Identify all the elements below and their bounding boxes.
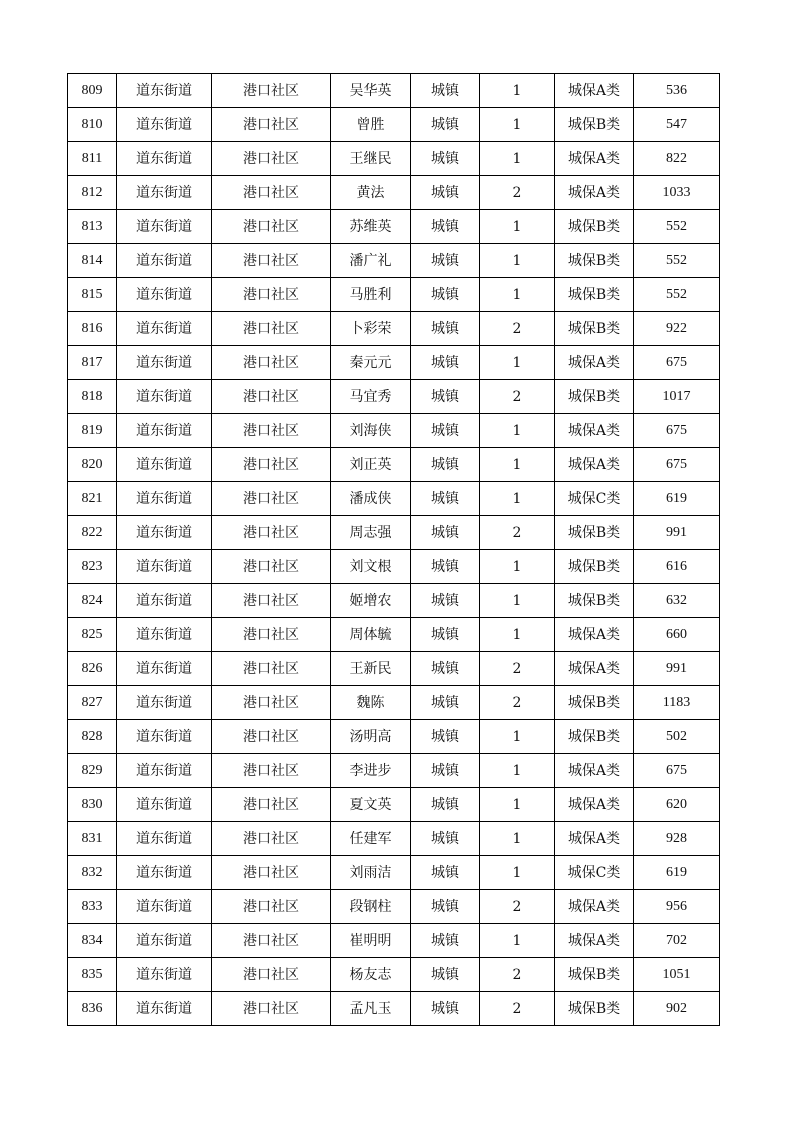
street-cell: 道东街道 xyxy=(117,380,212,414)
person-name-cell: 姬增农 xyxy=(331,584,411,618)
street-cell: 道东街道 xyxy=(117,618,212,652)
person-name-cell: 夏文英 xyxy=(331,788,411,822)
row-number-cell: 819 xyxy=(68,414,117,448)
insurance-category-cell: 城保B类 xyxy=(555,210,634,244)
insurance-category-cell: 城保A类 xyxy=(555,924,634,958)
person-name-cell: 崔明明 xyxy=(331,924,411,958)
area-type-cell: 城镇 xyxy=(411,822,480,856)
community-cell: 港口社区 xyxy=(212,686,331,720)
community-cell: 港口社区 xyxy=(212,108,331,142)
household-count-cell: 1 xyxy=(480,210,555,244)
community-cell: 港口社区 xyxy=(212,142,331,176)
person-name-cell: 吴华英 xyxy=(331,74,411,108)
household-count-cell: 1 xyxy=(480,618,555,652)
household-count-cell: 2 xyxy=(480,890,555,924)
person-name-cell: 段钢柱 xyxy=(331,890,411,924)
person-name-cell: 曾胜 xyxy=(331,108,411,142)
street-cell: 道东街道 xyxy=(117,584,212,618)
community-cell: 港口社区 xyxy=(212,346,331,380)
area-type-cell: 城镇 xyxy=(411,924,480,958)
street-cell: 道东街道 xyxy=(117,244,212,278)
person-name-cell: 刘海侠 xyxy=(331,414,411,448)
row-number-cell: 825 xyxy=(68,618,117,652)
insurance-category-cell: 城保A类 xyxy=(555,414,634,448)
household-count-cell: 2 xyxy=(480,312,555,346)
table-row xyxy=(68,414,720,448)
amount-cell: 1183 xyxy=(634,686,720,720)
household-count-cell: 1 xyxy=(480,754,555,788)
row-number-cell: 827 xyxy=(68,686,117,720)
community-cell: 港口社区 xyxy=(212,924,331,958)
area-type-cell: 城镇 xyxy=(411,414,480,448)
person-name-cell: 苏维英 xyxy=(331,210,411,244)
street-cell: 道东街道 xyxy=(117,992,212,1026)
household-count-cell: 2 xyxy=(480,516,555,550)
community-cell: 港口社区 xyxy=(212,584,331,618)
roster-table-body xyxy=(68,74,720,1026)
table-row xyxy=(68,788,720,822)
table-row xyxy=(68,312,720,346)
table-row xyxy=(68,958,720,992)
person-name-cell: 黄法 xyxy=(331,176,411,210)
amount-cell: 502 xyxy=(634,720,720,754)
table-row xyxy=(68,108,720,142)
amount-cell: 991 xyxy=(634,652,720,686)
person-name-cell: 马宜秀 xyxy=(331,380,411,414)
community-cell: 港口社区 xyxy=(212,822,331,856)
household-count-cell: 1 xyxy=(480,74,555,108)
table-row xyxy=(68,550,720,584)
street-cell: 道东街道 xyxy=(117,822,212,856)
street-cell: 道东街道 xyxy=(117,448,212,482)
household-count-cell: 2 xyxy=(480,958,555,992)
street-cell: 道东街道 xyxy=(117,108,212,142)
table-row xyxy=(68,890,720,924)
area-type-cell: 城镇 xyxy=(411,210,480,244)
household-count-cell: 2 xyxy=(480,176,555,210)
area-type-cell: 城镇 xyxy=(411,856,480,890)
row-number-cell: 815 xyxy=(68,278,117,312)
row-number-cell: 812 xyxy=(68,176,117,210)
table-row xyxy=(68,380,720,414)
amount-cell: 552 xyxy=(634,210,720,244)
area-type-cell: 城镇 xyxy=(411,380,480,414)
area-type-cell: 城镇 xyxy=(411,958,480,992)
table-row xyxy=(68,652,720,686)
insurance-category-cell: 城保A类 xyxy=(555,754,634,788)
household-count-cell: 1 xyxy=(480,278,555,312)
table-row xyxy=(68,856,720,890)
row-number-cell: 822 xyxy=(68,516,117,550)
community-cell: 港口社区 xyxy=(212,550,331,584)
insurance-category-cell: 城保A类 xyxy=(555,346,634,380)
row-number-cell: 821 xyxy=(68,482,117,516)
row-number-cell: 816 xyxy=(68,312,117,346)
street-cell: 道东街道 xyxy=(117,720,212,754)
row-number-cell: 828 xyxy=(68,720,117,754)
insurance-category-cell: 城保B类 xyxy=(555,516,634,550)
amount-cell: 702 xyxy=(634,924,720,958)
household-count-cell: 1 xyxy=(480,448,555,482)
person-name-cell: 魏陈 xyxy=(331,686,411,720)
insurance-category-cell: 城保A类 xyxy=(555,448,634,482)
table-row xyxy=(68,176,720,210)
row-number-cell: 811 xyxy=(68,142,117,176)
person-name-cell: 秦元元 xyxy=(331,346,411,380)
person-name-cell: 汤明高 xyxy=(331,720,411,754)
amount-cell: 552 xyxy=(634,244,720,278)
amount-cell: 619 xyxy=(634,482,720,516)
area-type-cell: 城镇 xyxy=(411,618,480,652)
street-cell: 道东街道 xyxy=(117,176,212,210)
insurance-category-cell: 城保A类 xyxy=(555,890,634,924)
person-name-cell: 刘雨洁 xyxy=(331,856,411,890)
amount-cell: 620 xyxy=(634,788,720,822)
household-count-cell: 1 xyxy=(480,142,555,176)
person-name-cell: 刘正英 xyxy=(331,448,411,482)
row-number-cell: 814 xyxy=(68,244,117,278)
street-cell: 道东街道 xyxy=(117,924,212,958)
street-cell: 道东街道 xyxy=(117,346,212,380)
area-type-cell: 城镇 xyxy=(411,482,480,516)
area-type-cell: 城镇 xyxy=(411,584,480,618)
row-number-cell: 818 xyxy=(68,380,117,414)
area-type-cell: 城镇 xyxy=(411,754,480,788)
insurance-category-cell: 城保C类 xyxy=(555,856,634,890)
table-row xyxy=(68,584,720,618)
amount-cell: 822 xyxy=(634,142,720,176)
street-cell: 道东街道 xyxy=(117,958,212,992)
area-type-cell: 城镇 xyxy=(411,108,480,142)
row-number-cell: 836 xyxy=(68,992,117,1026)
table-row xyxy=(68,278,720,312)
row-number-cell: 834 xyxy=(68,924,117,958)
insurance-category-cell: 城保A类 xyxy=(555,788,634,822)
insurance-category-cell: 城保B类 xyxy=(555,584,634,618)
table-row xyxy=(68,822,720,856)
community-cell: 港口社区 xyxy=(212,278,331,312)
person-name-cell: 李进步 xyxy=(331,754,411,788)
person-name-cell: 王新民 xyxy=(331,652,411,686)
community-cell: 港口社区 xyxy=(212,958,331,992)
community-cell: 港口社区 xyxy=(212,244,331,278)
table-row xyxy=(68,618,720,652)
street-cell: 道东街道 xyxy=(117,890,212,924)
household-count-cell: 1 xyxy=(480,482,555,516)
amount-cell: 928 xyxy=(634,822,720,856)
row-number-cell: 830 xyxy=(68,788,117,822)
person-name-cell: 周体毓 xyxy=(331,618,411,652)
person-name-cell: 王继民 xyxy=(331,142,411,176)
table-row xyxy=(68,210,720,244)
table-row xyxy=(68,686,720,720)
table-row xyxy=(68,720,720,754)
table-row xyxy=(68,516,720,550)
insurance-category-cell: 城保B类 xyxy=(555,720,634,754)
table-row xyxy=(68,244,720,278)
street-cell: 道东街道 xyxy=(117,686,212,720)
insurance-category-cell: 城保B类 xyxy=(555,380,634,414)
area-type-cell: 城镇 xyxy=(411,142,480,176)
person-name-cell: 马胜利 xyxy=(331,278,411,312)
community-cell: 港口社区 xyxy=(212,380,331,414)
person-name-cell: 孟凡玉 xyxy=(331,992,411,1026)
amount-cell: 991 xyxy=(634,516,720,550)
row-number-cell: 820 xyxy=(68,448,117,482)
household-count-cell: 1 xyxy=(480,244,555,278)
insurance-category-cell: 城保B类 xyxy=(555,686,634,720)
community-cell: 港口社区 xyxy=(212,448,331,482)
amount-cell: 632 xyxy=(634,584,720,618)
area-type-cell: 城镇 xyxy=(411,788,480,822)
community-cell: 港口社区 xyxy=(212,176,331,210)
roster-table xyxy=(67,73,720,1026)
street-cell: 道东街道 xyxy=(117,550,212,584)
row-number-cell: 813 xyxy=(68,210,117,244)
area-type-cell: 城镇 xyxy=(411,176,480,210)
person-name-cell: 潘成侠 xyxy=(331,482,411,516)
person-name-cell: 任建军 xyxy=(331,822,411,856)
table-row xyxy=(68,924,720,958)
area-type-cell: 城镇 xyxy=(411,74,480,108)
area-type-cell: 城镇 xyxy=(411,652,480,686)
household-count-cell: 2 xyxy=(480,992,555,1026)
amount-cell: 1017 xyxy=(634,380,720,414)
insurance-category-cell: 城保A类 xyxy=(555,176,634,210)
amount-cell: 619 xyxy=(634,856,720,890)
amount-cell: 536 xyxy=(634,74,720,108)
table-row xyxy=(68,992,720,1026)
street-cell: 道东街道 xyxy=(117,312,212,346)
amount-cell: 675 xyxy=(634,448,720,482)
insurance-category-cell: 城保A类 xyxy=(555,618,634,652)
household-count-cell: 1 xyxy=(480,788,555,822)
person-name-cell: 杨友志 xyxy=(331,958,411,992)
row-number-cell: 823 xyxy=(68,550,117,584)
insurance-category-cell: 城保A类 xyxy=(555,74,634,108)
community-cell: 港口社区 xyxy=(212,516,331,550)
area-type-cell: 城镇 xyxy=(411,244,480,278)
table-row xyxy=(68,74,720,108)
household-count-cell: 1 xyxy=(480,108,555,142)
household-count-cell: 2 xyxy=(480,380,555,414)
person-name-cell: 卜彩荣 xyxy=(331,312,411,346)
amount-cell: 1051 xyxy=(634,958,720,992)
amount-cell: 675 xyxy=(634,346,720,380)
amount-cell: 922 xyxy=(634,312,720,346)
table-row xyxy=(68,754,720,788)
area-type-cell: 城镇 xyxy=(411,278,480,312)
insurance-category-cell: 城保B类 xyxy=(555,312,634,346)
insurance-category-cell: 城保B类 xyxy=(555,958,634,992)
community-cell: 港口社区 xyxy=(212,652,331,686)
community-cell: 港口社区 xyxy=(212,856,331,890)
amount-cell: 675 xyxy=(634,414,720,448)
household-count-cell: 1 xyxy=(480,584,555,618)
amount-cell: 616 xyxy=(634,550,720,584)
area-type-cell: 城镇 xyxy=(411,346,480,380)
amount-cell: 956 xyxy=(634,890,720,924)
insurance-category-cell: 城保A类 xyxy=(555,142,634,176)
community-cell: 港口社区 xyxy=(212,74,331,108)
household-count-cell: 1 xyxy=(480,346,555,380)
street-cell: 道东街道 xyxy=(117,210,212,244)
insurance-category-cell: 城保B类 xyxy=(555,992,634,1026)
household-count-cell: 1 xyxy=(480,856,555,890)
area-type-cell: 城镇 xyxy=(411,312,480,346)
row-number-cell: 824 xyxy=(68,584,117,618)
amount-cell: 660 xyxy=(634,618,720,652)
street-cell: 道东街道 xyxy=(117,482,212,516)
community-cell: 港口社区 xyxy=(212,312,331,346)
insurance-category-cell: 城保B类 xyxy=(555,550,634,584)
amount-cell: 552 xyxy=(634,278,720,312)
community-cell: 港口社区 xyxy=(212,414,331,448)
area-type-cell: 城镇 xyxy=(411,550,480,584)
household-count-cell: 1 xyxy=(480,822,555,856)
person-name-cell: 刘文根 xyxy=(331,550,411,584)
insurance-category-cell: 城保C类 xyxy=(555,482,634,516)
street-cell: 道东街道 xyxy=(117,74,212,108)
row-number-cell: 833 xyxy=(68,890,117,924)
row-number-cell: 835 xyxy=(68,958,117,992)
row-number-cell: 829 xyxy=(68,754,117,788)
street-cell: 道东街道 xyxy=(117,516,212,550)
street-cell: 道东街道 xyxy=(117,856,212,890)
amount-cell: 902 xyxy=(634,992,720,1026)
community-cell: 港口社区 xyxy=(212,992,331,1026)
amount-cell: 675 xyxy=(634,754,720,788)
street-cell: 道东街道 xyxy=(117,754,212,788)
person-name-cell: 潘广礼 xyxy=(331,244,411,278)
area-type-cell: 城镇 xyxy=(411,516,480,550)
street-cell: 道东街道 xyxy=(117,414,212,448)
area-type-cell: 城镇 xyxy=(411,720,480,754)
area-type-cell: 城镇 xyxy=(411,448,480,482)
street-cell: 道东街道 xyxy=(117,788,212,822)
insurance-category-cell: 城保B类 xyxy=(555,244,634,278)
street-cell: 道东街道 xyxy=(117,652,212,686)
community-cell: 港口社区 xyxy=(212,720,331,754)
area-type-cell: 城镇 xyxy=(411,890,480,924)
community-cell: 港口社区 xyxy=(212,618,331,652)
row-number-cell: 826 xyxy=(68,652,117,686)
community-cell: 港口社区 xyxy=(212,788,331,822)
street-cell: 道东街道 xyxy=(117,142,212,176)
insurance-category-cell: 城保A类 xyxy=(555,652,634,686)
person-name-cell: 周志强 xyxy=(331,516,411,550)
area-type-cell: 城镇 xyxy=(411,992,480,1026)
table-row xyxy=(68,448,720,482)
community-cell: 港口社区 xyxy=(212,210,331,244)
household-count-cell: 2 xyxy=(480,686,555,720)
street-cell: 道东街道 xyxy=(117,278,212,312)
table-row xyxy=(68,482,720,516)
household-count-cell: 1 xyxy=(480,414,555,448)
amount-cell: 547 xyxy=(634,108,720,142)
household-count-cell: 2 xyxy=(480,652,555,686)
table-row xyxy=(68,142,720,176)
insurance-category-cell: 城保B类 xyxy=(555,108,634,142)
household-count-cell: 1 xyxy=(480,550,555,584)
community-cell: 港口社区 xyxy=(212,754,331,788)
area-type-cell: 城镇 xyxy=(411,686,480,720)
insurance-category-cell: 城保A类 xyxy=(555,822,634,856)
row-number-cell: 817 xyxy=(68,346,117,380)
amount-cell: 1033 xyxy=(634,176,720,210)
household-count-cell: 1 xyxy=(480,924,555,958)
insurance-category-cell: 城保B类 xyxy=(555,278,634,312)
household-count-cell: 1 xyxy=(480,720,555,754)
row-number-cell: 832 xyxy=(68,856,117,890)
community-cell: 港口社区 xyxy=(212,890,331,924)
row-number-cell: 809 xyxy=(68,74,117,108)
community-cell: 港口社区 xyxy=(212,482,331,516)
table-row xyxy=(68,346,720,380)
row-number-cell: 831 xyxy=(68,822,117,856)
row-number-cell: 810 xyxy=(68,108,117,142)
